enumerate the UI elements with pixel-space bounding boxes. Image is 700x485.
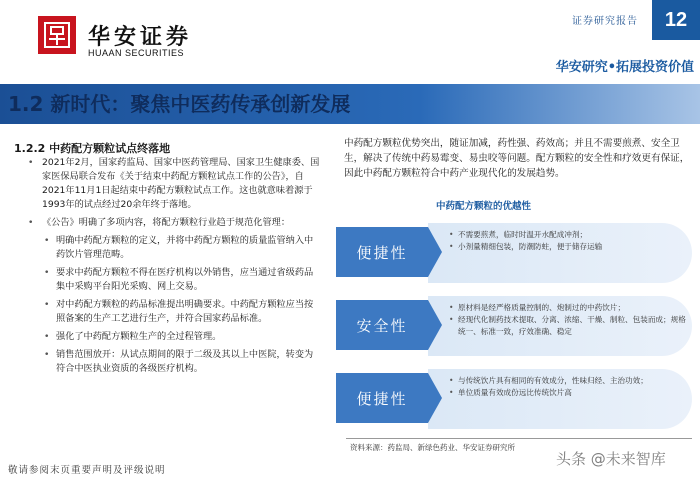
advantage-row — [336, 223, 692, 283]
advantage-row — [336, 369, 692, 429]
advantage-points — [448, 375, 686, 399]
advantage-label: 便捷性 — [336, 227, 428, 277]
watermark: 头条 @未来智库 — [556, 450, 666, 468]
report-type: 证券研究报告 — [572, 16, 638, 27]
sub-bullet-list — [22, 234, 322, 376]
chevron-right-icon — [428, 227, 442, 277]
disclaimer-link[interactable]: 敬请参阅末页重要声明及评级说明 — [8, 465, 166, 476]
source-divider — [346, 438, 692, 439]
page-title: 1.2 新时代：聚焦中医药传承创新发展 — [8, 92, 351, 116]
chevron-right-icon — [428, 300, 442, 350]
advantage-row — [336, 296, 692, 356]
right-intro-text: 中药配方颗粒优势突出，随证加减，药性强、药效高；并且不需要煎煮、安全卫生，解决了传统中药易霉变、易虫咬等问题。配方颗粒的安全性和疗效更有保证，因此中药配方颗粒符合中药产业现代化的发展趋势。 — [344, 138, 690, 179]
advantage-point: • 经现代化制药技术提取、分离、浓缩、干燥、制粒、包装而成；规格统一、标准一致，疗效准确、稳定 — [448, 314, 686, 338]
page-number: 12 — [652, 0, 700, 40]
advantage-points — [448, 302, 686, 338]
sub-bullet-item: • 强化了中药配方颗粒生产的全过程管理。 — [22, 330, 322, 344]
bullet-item: • 2021年2月，国家药监局、国家中医药管理局、国家卫生健康委、国家医保局联合发布《关于结束中药配方颗粒试点工作的公告》，自2021年11月1日起结束中药配方颗粒试点工作。这也就意味着源于1993年的试点经过20余年终于落地。 — [22, 156, 322, 212]
huaan-logo-icon — [38, 16, 76, 54]
left-column — [22, 156, 322, 380]
sub-bullet-item: • 销售范围放开：从试点期间的限于二级及其以上中医院，转变为符合中医执业资质的各级医疗机构。 — [22, 348, 322, 376]
bullet-item: • 《公告》明确了多项内容，将配方颗粒行业趋于规范化管理： — [22, 216, 322, 230]
advantage-point: • 与传统饮片具有相同的有效成分，性味归经、主治功效； — [448, 375, 686, 387]
sub-bullet-item: • 要求中药配方颗粒不得在医疗机构以外销售，应当通过省级药品集中采购平台阳光采购、网上交易。 — [22, 266, 322, 294]
sub-bullet-item: • 明确中药配方颗粒的定义，并将中药配方颗粒的质量监管纳入中药饮片管理范畴。 — [22, 234, 322, 262]
advantage-points — [448, 229, 686, 253]
sub-bullet-item: • 对中药配方颗粒的药品标准提出明确要求。中药配方颗粒应当按照备案的生产工艺进行生产，并符合国家药品标准。 — [22, 298, 322, 326]
advantage-point: • 小剂量精细包装，防潮防蛀，便于储存运输 — [448, 241, 686, 253]
advantage-point: • 原材料是经严格质量控制的、炮制过的中药饮片； — [448, 302, 686, 314]
source-note: 资料来源：药监局、新绿色药业、华安证券研究所 — [350, 443, 515, 452]
logo-mark-icon — [42, 20, 72, 50]
section-heading: 1.2.2 中药配方颗粒试点终落地 — [14, 142, 171, 155]
slogan: 华安研究•拓展投资价值 — [555, 60, 694, 75]
advantage-point: • 不需要煎煮，临时时温开水配成冲剂； — [448, 229, 686, 241]
advantage-point: • 单位质量有效成份远比传统饮片高 — [448, 387, 686, 399]
advantage-diagram-title: 中药配方颗粒的优越性 — [436, 201, 532, 212]
advantage-label: 便捷性 — [336, 373, 428, 423]
chevron-right-icon — [428, 373, 442, 423]
company-name-en: HUAAN SECURITIES — [88, 48, 185, 58]
company-name-cn: 华安证券 — [88, 24, 193, 50]
advantage-label: 安全性 — [336, 300, 428, 350]
